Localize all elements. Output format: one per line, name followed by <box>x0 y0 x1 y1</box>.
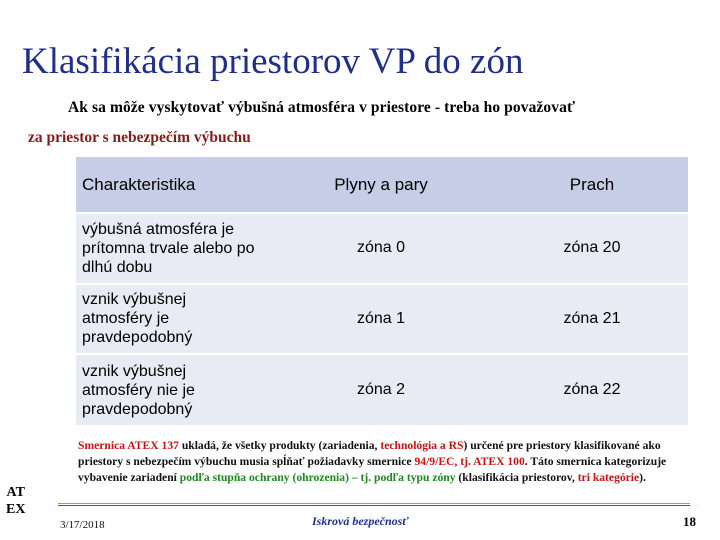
footer-divider <box>58 503 690 504</box>
slide-title: Klasifikácia priestorov VP do zón <box>22 41 524 82</box>
atex-logo <box>6 484 25 518</box>
page-number: 18 <box>683 514 696 529</box>
row-gas-zone: zóna 1 <box>266 284 496 355</box>
directive-text: ukladá, že všetky produkty (zariadenia, <box>178 439 381 452</box>
row-gas-zone: zóna 2 <box>266 354 496 425</box>
directive-text: ). <box>639 471 646 484</box>
row-dust-zone: zóna 22 <box>496 354 688 425</box>
row-dust-zone: zóna 21 <box>496 284 688 355</box>
directive-highlight-categories: tri kategórie <box>577 471 640 484</box>
footer-divider-accent <box>58 505 690 506</box>
atex-logo-line-2: EX <box>6 502 26 517</box>
footer-title: Iskrová bezpečnosť <box>312 514 409 528</box>
atex-logo-line-1: AT <box>6 485 25 500</box>
intro-line-1: Ak sa môže vyskytovať výbušná atmosféra v priestore - treba ho považovať <box>68 99 576 116</box>
directive-text: . Táto smernica kategorizuje vybavenie zariadení <box>78 455 667 484</box>
directive-text: ) určené pre priestory klasifikované ako priestory s nebezpečím výbuchu musia spĺňať požiadavky smernice <box>78 439 661 468</box>
directive-name: Smernica ATEX 137 <box>78 439 179 452</box>
directive-highlight-protection: podľa stupňa ochrany (ohrozenia) – tj. podľa typu zóny <box>179 471 456 484</box>
directive-text: (klasifikácia priestorov, <box>455 471 578 484</box>
row-gas-zone: zóna 0 <box>356 239 406 257</box>
table-header-row <box>76 157 688 213</box>
row-characteristic: vznik výbušnej atmosféry je pravdepodobný <box>76 284 266 355</box>
table-row <box>76 354 688 425</box>
intro-line-2: za priestor s nebezpečím výbuchu <box>28 129 251 146</box>
row-characteristic: výbušná atmosféra je prítomna trvale alebo po dlhú dobu <box>82 220 255 276</box>
row-characteristic: vznik výbušnej atmosféry nie je pravdepodobný <box>76 354 266 425</box>
directive-highlight-tech: technológia a RS <box>380 439 464 452</box>
directive-highlight-atex100: 94/9/EC, tj. ATEX 100 <box>414 455 525 468</box>
header-characteristic: Charakteristika <box>76 157 266 213</box>
footer-date: 3/17/2018 <box>60 519 105 531</box>
row-dust-zone: zóna 20 <box>563 239 621 257</box>
table-row <box>76 213 688 284</box>
table-row <box>76 284 688 355</box>
header-gases: Plyny a pary <box>266 157 496 213</box>
zone-classification-table <box>76 157 688 425</box>
directive-note <box>78 438 686 486</box>
header-dust: Prach <box>496 157 688 213</box>
